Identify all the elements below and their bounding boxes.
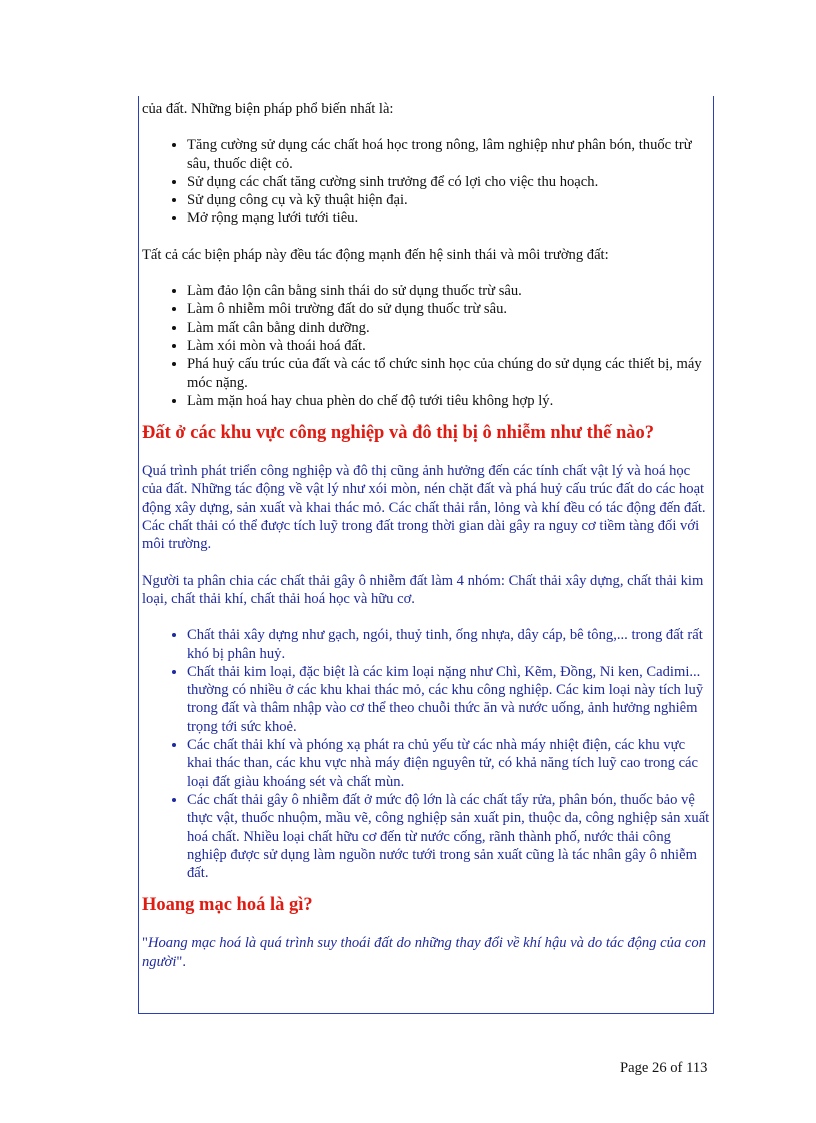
definition-quote — [142, 934, 710, 971]
list-item: • Sử dụng các chất tăng cường sinh trưởng để có lợi cho việc thu hoạch. — [187, 173, 710, 191]
measures-list — [142, 136, 710, 227]
list-item: • Sử dụng công cụ và kỹ thuật hiện đại. — [187, 191, 710, 209]
page-content — [142, 100, 710, 971]
section1-intro: của đất. Những biện pháp phổ biến nhất là: — [142, 101, 394, 117]
list-item: • Làm ô nhiễm môi trường đất do sử dụng thuốc trừ sâu. — [187, 300, 710, 318]
list-item: • Chất thải kim loại, đặc biệt là các kim loại nặng như Chì, Kẽm, Đồng, Ni ken, Cadimi... thường có nhiều ở các khu khai thác mỏ, các khu công nghiệp. Các kim loại này tích luỹ trong đất và thâm nhập vào cơ thể theo chuỗi thức ăn và nước uống, ảnh hưởng nghiêm trọng tới sức khoẻ. — [187, 663, 710, 736]
list-item: • Chất thải xây dựng như gạch, ngói, thuỷ tinh, ống nhựa, dây cáp, bê tông,... trong đất rất khó bị phân huỷ. — [187, 626, 710, 663]
section2-heading: Đất ở các khu vực công nghiệp và đô thị bị ô nhiễm như thế nào? — [142, 423, 654, 444]
list-item: • Các chất thải khí và phóng xạ phát ra chủ yếu từ các nhà máy nhiệt điện, các khu vực khai thác than, các khu vực nhà máy điện nguyên tử, có khả năng tích luỹ cao trong các loại đất giàu khoáng sét và chất mùn. — [187, 736, 710, 791]
list-item: • Làm mất cân bằng dinh dưỡng. — [187, 319, 710, 337]
waste-list — [142, 626, 710, 882]
list-item: • Làm xói mòn và thoái hoá đất. — [187, 337, 710, 355]
list-item: • Phá huỷ cấu trúc của đất và các tổ chức sinh học của chúng do sử dụng các thiết bị, máy móc nặng. — [187, 355, 710, 392]
list-item: • Làm đảo lộn cân bằng sinh thái do sử dụng thuốc trừ sâu. — [187, 282, 710, 300]
quote-text: Hoang mạc hoá là quá trình suy thoái đất do những thay đổi về khí hậu và do tác động của con người — [142, 935, 706, 970]
list-item: • Mở rộng mạng lưới tưới tiêu. — [187, 209, 710, 227]
list-item: • Làm mặn hoá hay chua phèn do chế độ tưới tiêu không hợp lý. — [187, 392, 710, 410]
page-number: Page 26 of 113 — [620, 1060, 708, 1076]
quote-open: " — [142, 935, 148, 952]
section2-para1: Quá trình phát triển công nghiệp và đô thị cũng ảnh hưởng đến các tính chất vật lý và hoá học của đất. Những tác động về vật lý như xói mòn, nén chặt đất và phá huỷ cấu trúc đất do các hoạt động xây dựng, sản xuất và khai thác mỏ. Các chất thải rắn, lỏng và khí đều có tác động đến đất. Các chất thải có thể được tích luỹ trong đất trong thời gian dài gây ra nguy cơ tiềm tàng đối với môi trường. — [142, 463, 706, 553]
effects-intro: Tất cả các biện pháp này đều tác động mạnh đến hệ sinh thái và môi trường đất: — [142, 246, 609, 263]
section3-heading: Hoang mạc hoá là gì? — [142, 895, 313, 916]
list-item: • Các chất thải gây ô nhiễm đất ở mức độ lớn là các chất tẩy rửa, phân bón, thuốc bảo vệ thực vật, thuốc nhuộm, mầu vẽ, công nghiệp sản xuất pin, thuộc da, công nghiệp sản xuất hoá chất. Nhiều loại chất hữu cơ đến từ nước cống, rãnh thành phố, nước thải công nghiệp được sử dụng làm nguồn nước tưới trong sản xuất cũng là tác nhân gây ô nhiễm đất. — [187, 791, 710, 882]
list-item: • Tăng cường sử dụng các chất hoá học trong nông, lâm nghiệp như phân bón, thuốc trừ sâu, thuốc diệt cỏ. — [187, 136, 710, 173]
effects-list — [142, 282, 710, 410]
section2-para2: Người ta phân chia các chất thải gây ô nhiễm đất làm 4 nhóm: Chất thải xây dựng, chất thải kim loại, chất thải khí, chất thải hoá học và hữu cơ. — [142, 572, 704, 607]
quote-close: ". — [176, 953, 187, 970]
